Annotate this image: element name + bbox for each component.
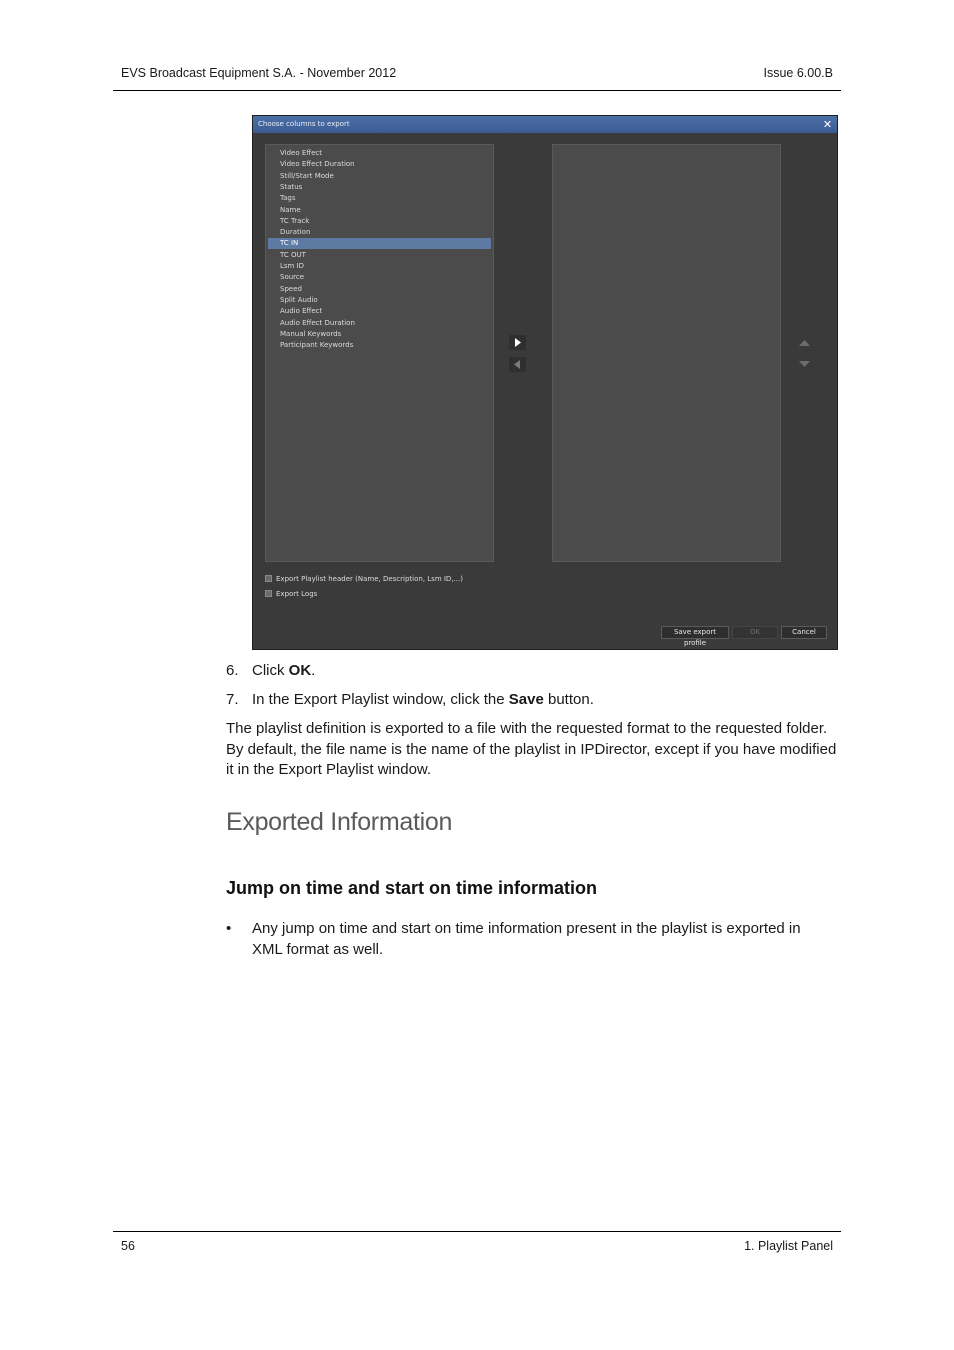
save-export-profile-button[interactable]: Save export profile xyxy=(661,626,729,639)
step-number: 7. xyxy=(226,691,239,708)
dialog-titlebar xyxy=(253,116,837,133)
column-list-item[interactable]: TC IN xyxy=(268,238,491,249)
available-columns-list[interactable] xyxy=(265,144,494,562)
checkbox-box[interactable] xyxy=(265,575,272,582)
bullet-symbol: • xyxy=(226,920,232,937)
arrow-down-icon xyxy=(796,357,813,372)
column-list-item[interactable]: TC Track xyxy=(280,216,310,225)
step-text: In the Export Playlist window, click the Save button. xyxy=(252,691,594,708)
ok-button[interactable]: OK xyxy=(732,626,778,639)
add-column-button[interactable] xyxy=(509,335,526,350)
selected-columns-list[interactable] xyxy=(552,144,781,562)
section-title: Exported Information xyxy=(226,808,453,836)
column-list-item[interactable]: Still/Start Mode xyxy=(280,171,334,180)
footer-section: 1. Playlist Panel xyxy=(744,1239,833,1253)
page-header xyxy=(113,64,841,91)
cancel-button[interactable]: Cancel xyxy=(781,626,827,639)
dialog-title: Choose columns to export xyxy=(258,120,350,128)
column-list-item[interactable]: TC OUT xyxy=(280,250,306,259)
column-list-item[interactable]: Tags xyxy=(280,194,296,203)
page-footer xyxy=(113,1231,841,1253)
subsection-title: Jump on time and start on time information xyxy=(226,878,598,898)
column-list-item[interactable]: Name xyxy=(280,205,301,214)
header-issue: Issue 6.00.B xyxy=(763,66,833,80)
page-number: 56 xyxy=(121,1239,135,1253)
column-list-item[interactable]: Lsm ID xyxy=(280,262,305,270)
column-list-item[interactable]: Participant Keywords xyxy=(280,341,354,350)
checkbox-label: Export Playlist header (Name, Description, Lsm ID,...) xyxy=(276,575,463,583)
remove-column-button[interactable] xyxy=(509,357,526,372)
header-publisher: EVS Broadcast Equipment S.A. - November 2012 xyxy=(121,66,397,80)
column-list-item[interactable]: Audio Effect Duration xyxy=(280,318,355,327)
export-description-paragraph: The playlist definition is exported to a file with the requested format to the requested folder. By default, the file name is the name of the playlist in IPDirector, except if you have modified it in the Export Playlist window. xyxy=(226,720,837,778)
choose-columns-dialog xyxy=(252,115,838,650)
checkbox-label: Export Logs xyxy=(276,590,318,598)
column-list-item[interactable]: Source xyxy=(280,273,305,282)
column-list-item[interactable]: Video Effect xyxy=(280,149,322,157)
move-up-button[interactable] xyxy=(796,335,813,350)
column-list-item[interactable]: Split Audio xyxy=(280,295,318,304)
move-down-button[interactable] xyxy=(796,357,813,372)
arrow-left-icon xyxy=(509,357,526,372)
close-icon[interactable]: ✕ xyxy=(822,118,833,131)
step-text: Click OK. xyxy=(252,662,316,679)
checkbox-box[interactable] xyxy=(265,590,272,597)
arrow-up-icon xyxy=(796,335,813,350)
column-list-item[interactable]: Manual Keywords xyxy=(280,329,342,338)
column-list-item[interactable]: Speed xyxy=(280,284,302,293)
column-list-item[interactable]: Duration xyxy=(280,228,311,237)
column-list-item[interactable]: Video Effect Duration xyxy=(280,160,355,169)
column-list-item[interactable]: Status xyxy=(280,182,303,191)
arrow-right-icon xyxy=(509,335,526,350)
step-number: 6. xyxy=(226,662,239,679)
bullet-text: Any jump on time and start on time information present in the playlist is exported in XML format as well. xyxy=(252,920,801,958)
column-list-item[interactable]: Audio Effect xyxy=(280,307,323,316)
